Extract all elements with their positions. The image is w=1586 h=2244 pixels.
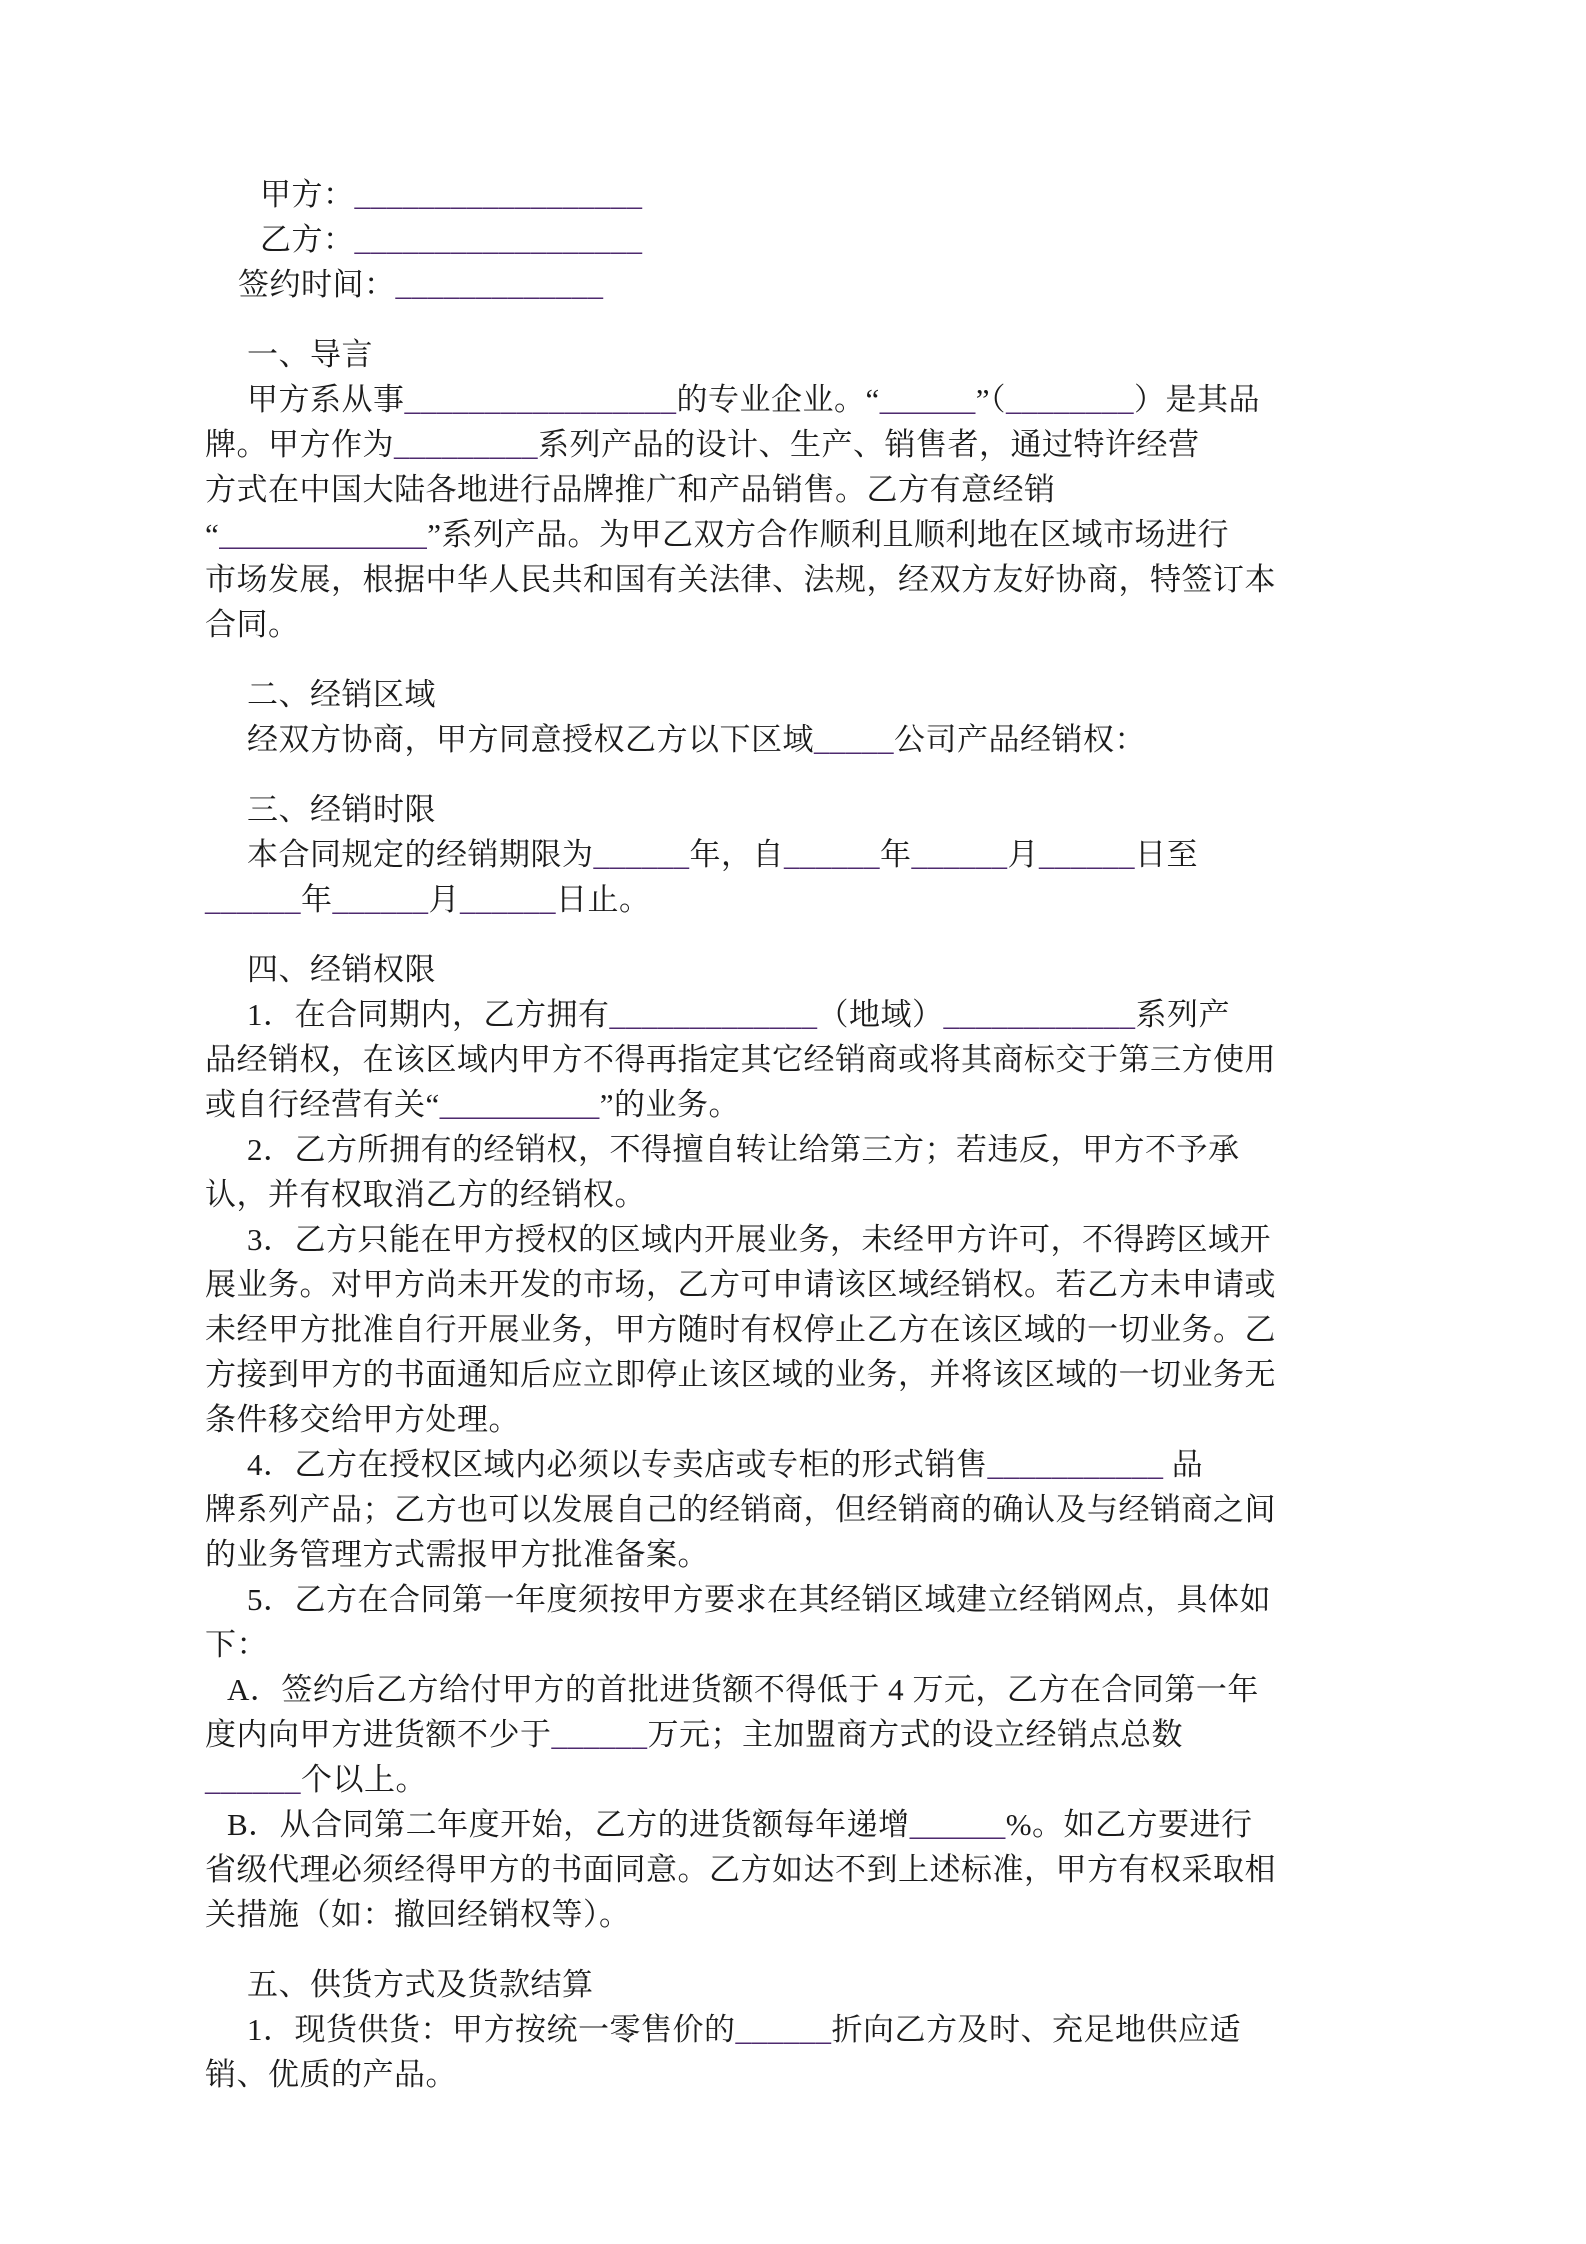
doc-line: 一、导言 [247, 337, 373, 372]
doc-line: 甲方：__________________ [260, 177, 643, 212]
doc-line: 合同。 [205, 607, 300, 642]
blank-field: ____________ [943, 997, 1136, 1032]
doc-line: 本合同规定的经销期限为______年，自______年______月______日至 [247, 837, 1198, 872]
doc-line: 条件移交给甲方处理。 [205, 1402, 520, 1437]
contract-document [205, 172, 1385, 2097]
doc-line: 1．在合同期内，乙方拥有_____________（地域）____________系列产 [247, 997, 1230, 1032]
blank-field: ______ [332, 882, 429, 917]
doc-line: 关措施（如：撤回经销权等）。 [205, 1897, 631, 1932]
blank-field: _____________ [395, 267, 604, 302]
doc-line: 经双方协商，甲方同意授权乙方以下区域_____公司产品经销权： [247, 722, 1146, 757]
doc-line: 销、优质的产品。 [205, 2057, 457, 2092]
doc-line: 五、供货方式及货款结算 [247, 1967, 594, 2002]
blank-field: ______ [205, 882, 301, 917]
blank-field: __________________ [354, 222, 643, 257]
blank-field: ______ [735, 2012, 832, 2047]
doc-line: 1．现货供货：甲方按统一零售价的______折向乙方及时、充足地供应适 [247, 2012, 1241, 2047]
blank-field: _________ [394, 427, 538, 462]
blank-field: ________ [1006, 382, 1135, 417]
doc-line: ______个以上。 [205, 1762, 427, 1797]
blank-field: ______ [593, 837, 690, 872]
doc-line: 或自行经营有关“__________”的业务。 [205, 1087, 741, 1122]
blank-field: ___________ [987, 1447, 1164, 1482]
doc-line: 方式在中国大陆各地进行品牌推广和产品销售。乙方有意经销 [205, 472, 1056, 507]
blank-field: _____________ [609, 997, 818, 1032]
doc-line: 四、经销权限 [247, 952, 436, 987]
blank-field: ______ [879, 382, 976, 417]
doc-line: 签约时间：_____________ [238, 267, 604, 302]
doc-line: “_____________”系列产品。为甲乙双方合作顺利且顺利地在区域市场进行 [205, 517, 1230, 552]
doc-line: 牌。甲方作为_________系列产品的设计、生产、销售者，通过特许经营 [205, 427, 1200, 462]
doc-line: 甲方系从事_________________的专业企业。“______”（________）是其品 [247, 382, 1261, 417]
doc-line: 牌系列产品；乙方也可以发展自己的经销商，但经销商的确认及与经销商之间 [205, 1492, 1276, 1527]
blank-field: ______ [909, 1807, 1006, 1842]
doc-line: 未经甲方批准自行开展业务，甲方随时有权停止乙方在该区域的一切业务。乙 [205, 1312, 1276, 1347]
doc-line: 三、经销时限 [247, 792, 436, 827]
doc-line: 省级代理必须经得甲方的书面同意。乙方如达不到上述标准，甲方有权采取相 [205, 1852, 1276, 1887]
doc-line: B．从合同第二年度开始，乙方的进货额每年递增______%。如乙方要进行 [227, 1807, 1253, 1842]
doc-line: ______年______月______日止。 [205, 882, 651, 917]
doc-line: 方接到甲方的书面通知后应立即停止该区域的业务，并将该区域的一切业务无 [205, 1357, 1276, 1392]
blank-field: _________________ [404, 382, 677, 417]
blank-field: ______ [205, 1762, 301, 1797]
doc-line: 市场发展，根据中华人民共和国有关法律、法规，经双方友好协商，特签订本 [205, 562, 1276, 597]
doc-line: 度内向甲方进货额不少于______万元；主加盟商方式的设立经销点总数 [205, 1717, 1183, 1752]
blank-field: ______ [460, 882, 556, 917]
doc-line: 展业务。对甲方尚未开发的市场，乙方可申请该区域经销权。若乙方未申请或 [205, 1267, 1276, 1302]
blank-field: ______ [784, 837, 880, 872]
doc-line: 4．乙方在授权区域内必须以专卖店或专柜的形式销售___________ 品 [247, 1447, 1204, 1482]
blank-field: ______ [1039, 837, 1135, 872]
doc-line: 5．乙方在合同第一年度须按甲方要求在其经销区域建立经销网点，具体如 [247, 1582, 1271, 1617]
doc-line: 二、经销区域 [247, 677, 436, 712]
doc-line: 品经销权，在该区域内甲方不得再指定其它经销商或将其商标交于第三方使用 [205, 1042, 1276, 1077]
blank-field: __________ [439, 1087, 600, 1122]
blank-field: ______ [551, 1717, 648, 1752]
doc-line: 认，并有权取消乙方的经销权。 [205, 1177, 646, 1212]
doc-line: 乙方：__________________ [260, 222, 643, 257]
doc-line: 2．乙方所拥有的经销权，不得擅自转让给第三方；若违反，甲方不予承 [247, 1132, 1240, 1167]
doc-line: A．签约后乙方给付甲方的首批进货额不得低于 4 万元，乙方在合同第一年 [227, 1672, 1259, 1707]
doc-line: 下： [205, 1627, 268, 1662]
blank-field: _____ [814, 722, 894, 757]
doc-line: 的业务管理方式需报甲方批准备案。 [205, 1537, 709, 1572]
doc-line: 3．乙方只能在甲方授权的区域内开展业务，未经甲方许可，不得跨区域开 [247, 1222, 1271, 1257]
blank-field: __________________ [354, 177, 643, 212]
blank-field: ______ [911, 837, 1008, 872]
blank-field: _____________ [219, 517, 428, 552]
